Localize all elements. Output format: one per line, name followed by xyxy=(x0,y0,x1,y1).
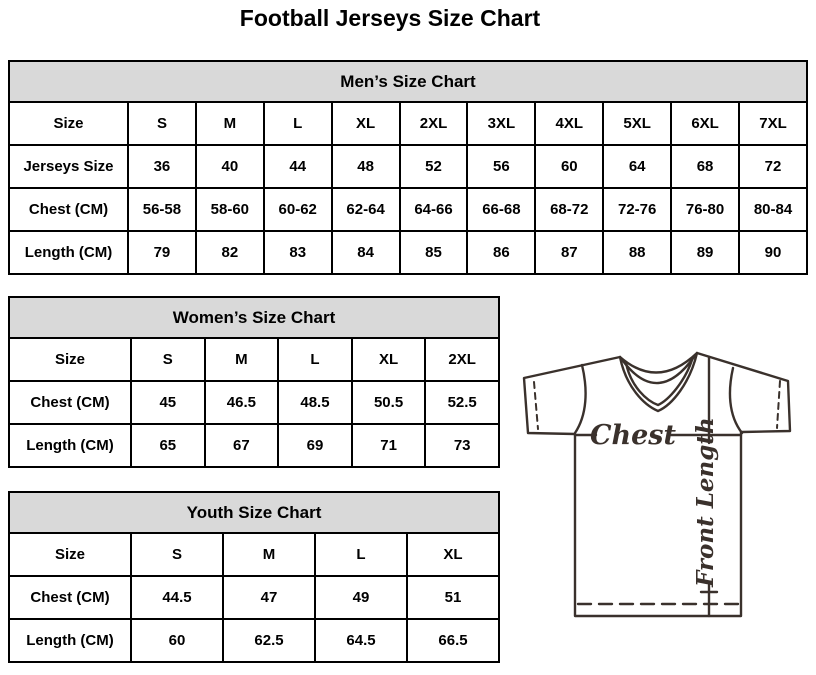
table-cell: 44.5 xyxy=(131,576,223,619)
table-cell: 64 xyxy=(603,145,671,188)
table-cell: 60 xyxy=(535,145,603,188)
table-cell: 83 xyxy=(264,231,332,274)
table-cell: 49 xyxy=(315,576,407,619)
table-cell: 67 xyxy=(205,424,279,467)
table-cell: 44 xyxy=(264,145,332,188)
jersey-measurement-diagram xyxy=(510,335,810,635)
table-cell: 7XL xyxy=(739,102,807,145)
table-cell: 47 xyxy=(223,576,315,619)
table-cell: 58-60 xyxy=(196,188,264,231)
table-cell: L xyxy=(264,102,332,145)
table-cell: 66.5 xyxy=(407,619,499,662)
mens-size-chart-table xyxy=(8,60,808,275)
table-cell: 68 xyxy=(671,145,739,188)
row-label: Length (CM) xyxy=(9,424,131,467)
table-cell: 82 xyxy=(196,231,264,274)
row-label: Size xyxy=(9,533,131,576)
table-row xyxy=(9,188,807,231)
youth-table-title: Youth Size Chart xyxy=(9,492,499,533)
table-cell: 86 xyxy=(467,231,535,274)
table-cell: 46.5 xyxy=(205,381,279,424)
table-cell: L xyxy=(278,338,352,381)
table-cell: XL xyxy=(407,533,499,576)
table-header-row xyxy=(9,297,499,338)
table-cell: 72-76 xyxy=(603,188,671,231)
table-cell: 84 xyxy=(332,231,400,274)
table-cell: 52 xyxy=(400,145,468,188)
table-cell: M xyxy=(223,533,315,576)
table-cell: 36 xyxy=(128,145,196,188)
table-cell: 90 xyxy=(739,231,807,274)
table-row xyxy=(9,619,499,662)
row-label: Length (CM) xyxy=(9,231,128,274)
womens-table-title: Women’s Size Chart xyxy=(9,297,499,338)
table-cell: 51 xyxy=(407,576,499,619)
table-cell: 56-58 xyxy=(128,188,196,231)
row-label: Size xyxy=(9,338,131,381)
chest-label: Chest xyxy=(590,420,676,451)
table-cell: 66-68 xyxy=(467,188,535,231)
table-cell: 64.5 xyxy=(315,619,407,662)
table-row xyxy=(9,424,499,467)
table-cell: S xyxy=(128,102,196,145)
table-row xyxy=(9,533,499,576)
table-cell: 2XL xyxy=(400,102,468,145)
table-cell: 76-80 xyxy=(671,188,739,231)
table-cell: 88 xyxy=(603,231,671,274)
table-row xyxy=(9,338,499,381)
table-cell: S xyxy=(131,338,205,381)
row-label: Length (CM) xyxy=(9,619,131,662)
table-cell: 73 xyxy=(425,424,499,467)
table-cell: 62-64 xyxy=(332,188,400,231)
table-cell: 5XL xyxy=(603,102,671,145)
table-header-row xyxy=(9,61,807,102)
table-cell: 64-66 xyxy=(400,188,468,231)
youth-size-chart-table xyxy=(8,491,500,663)
row-label: Jerseys Size xyxy=(9,145,128,188)
table-row xyxy=(9,102,807,145)
table-cell: 48.5 xyxy=(278,381,352,424)
mens-table-title: Men’s Size Chart xyxy=(9,61,807,102)
table-cell: 50.5 xyxy=(352,381,426,424)
table-cell: M xyxy=(196,102,264,145)
row-label: Size xyxy=(9,102,128,145)
table-cell: 52.5 xyxy=(425,381,499,424)
table-cell: 56 xyxy=(467,145,535,188)
left-sleeve-dashed-seam xyxy=(534,382,538,429)
table-cell: 68-72 xyxy=(535,188,603,231)
table-cell: 60 xyxy=(131,619,223,662)
table-cell: S xyxy=(131,533,223,576)
table-cell: 71 xyxy=(352,424,426,467)
table-cell: 60-62 xyxy=(264,188,332,231)
jersey-left-armhole-seam xyxy=(575,365,586,433)
table-cell: 45 xyxy=(131,381,205,424)
row-label: Chest (CM) xyxy=(9,381,131,424)
table-cell: XL xyxy=(352,338,426,381)
table-row xyxy=(9,231,807,274)
table-row xyxy=(9,145,807,188)
page-title: Football Jerseys Size Chart xyxy=(239,5,541,31)
table-cell: 72 xyxy=(739,145,807,188)
table-cell: 69 xyxy=(278,424,352,467)
front-length-label: Front Length xyxy=(692,417,719,587)
table-cell: L xyxy=(315,533,407,576)
table-cell: 80-84 xyxy=(739,188,807,231)
table-cell: 3XL xyxy=(467,102,535,145)
row-label: Chest (CM) xyxy=(9,188,128,231)
table-cell: M xyxy=(205,338,279,381)
table-cell: 65 xyxy=(131,424,205,467)
table-cell: 87 xyxy=(535,231,603,274)
table-cell: 6XL xyxy=(671,102,739,145)
womens-size-chart-table xyxy=(8,296,500,468)
table-cell: XL xyxy=(332,102,400,145)
table-cell: 4XL xyxy=(535,102,603,145)
table-cell: 40 xyxy=(196,145,264,188)
table-cell: 48 xyxy=(332,145,400,188)
right-sleeve-dashed-seam xyxy=(777,381,780,428)
table-cell: 79 xyxy=(128,231,196,274)
table-row xyxy=(9,381,499,424)
row-label: Chest (CM) xyxy=(9,576,131,619)
table-cell: 62.5 xyxy=(223,619,315,662)
table-row xyxy=(9,576,499,619)
table-cell: 89 xyxy=(671,231,739,274)
table-cell: 2XL xyxy=(425,338,499,381)
table-cell: 85 xyxy=(400,231,468,274)
table-header-row xyxy=(9,492,499,533)
jersey-right-armhole-seam xyxy=(730,368,742,433)
